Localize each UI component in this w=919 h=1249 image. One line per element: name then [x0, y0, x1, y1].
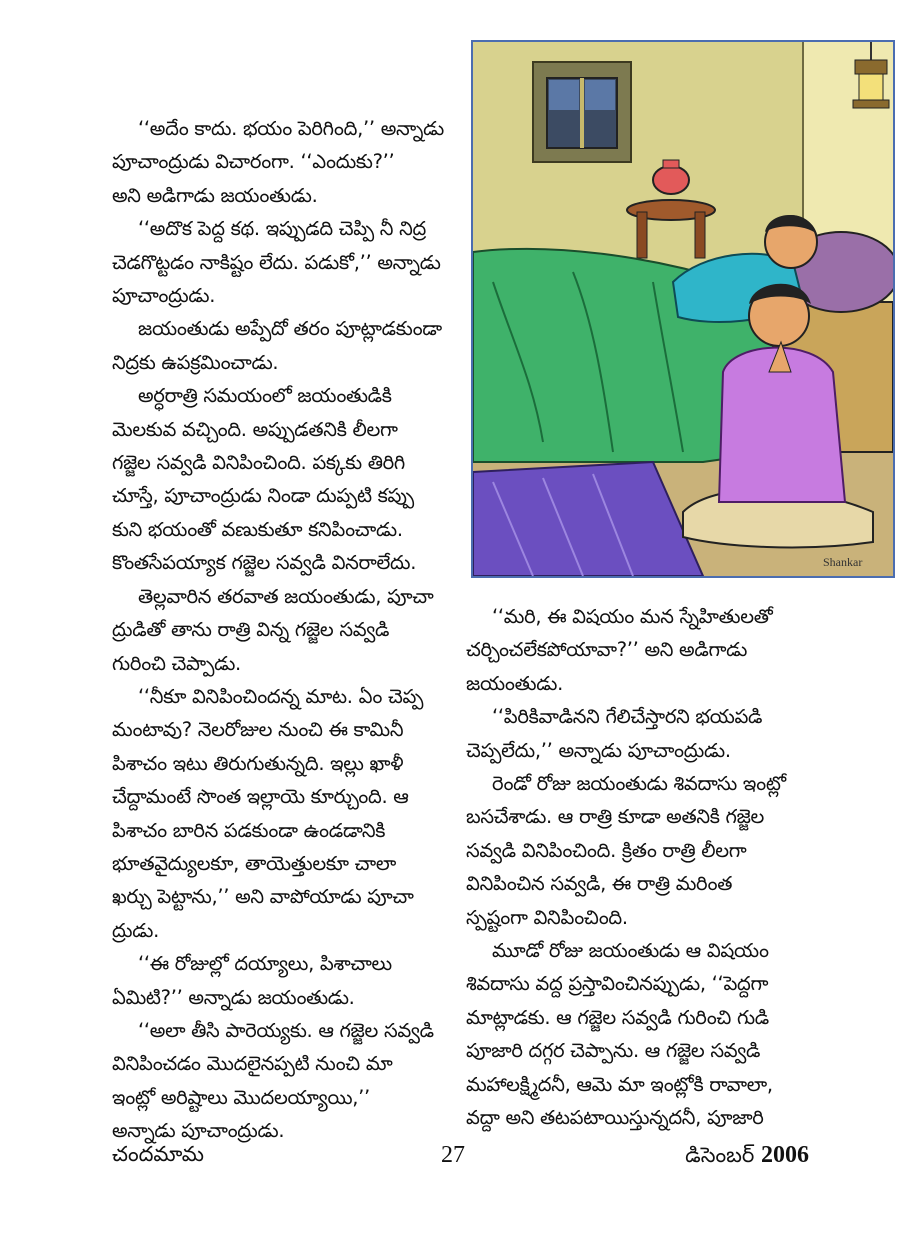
- text-line: రెండో రోజు జయంతుడు శివదాసు ఇంట్లో: [492, 772, 786, 796]
- text-line: అని అడిగాడు జయంతుడు.: [112, 183, 318, 207]
- paragraph: [466, 767, 811, 934]
- text-line: తెల్లవారిన తరవాత జయంతుడు, పూచా: [138, 584, 434, 608]
- text-line: స్పష్టంగా వినిపించింది.: [466, 905, 628, 929]
- text-line: నిద్రకు ఉపక్రమించాడు.: [112, 350, 279, 374]
- text-line: బసచేశాడు. ఆ రాత్రి కూడా అతనికి గజ్జెల: [466, 805, 765, 829]
- text-line: పిశాచం బారిన పడకుండా ఉండడానికి: [112, 818, 386, 842]
- text-line: చూస్తే, పూచాంద్రుడు నిండా దుప్పటి కప్పు: [112, 484, 414, 508]
- paragraph: [112, 312, 452, 379]
- paragraph: [112, 580, 452, 680]
- text-line: పూచాంద్రుడు.: [112, 284, 216, 308]
- text-line: మూడో రోజు జయంతుడు ఆ విషయం: [492, 939, 769, 963]
- text-line: వినిపించడం మొదలైనప్పటి నుంచి మా: [112, 1052, 393, 1076]
- paragraph: [112, 1014, 452, 1148]
- paragraph: [112, 680, 452, 947]
- issue-date: [685, 1142, 809, 1173]
- page-number: 27: [441, 1142, 465, 1168]
- paragraph: [112, 112, 452, 212]
- text-line: సవ్వడి వినిపించింది. క్రితం రాత్రి లీలగా: [466, 838, 747, 862]
- text-line: ద్రుడు.: [112, 918, 159, 942]
- text-line: జయంతుడు అప్పేదో తరం పూట్లాడకుండా: [138, 317, 442, 341]
- text-line: గజ్జెల సవ్వడి వినిపించింది. పక్కకు తిరిగి: [112, 451, 406, 475]
- text-line: ‘‘అదొక పెద్ద కథ. ఇప్పుడది చెప్పి నీ నిద్ర: [138, 217, 426, 241]
- text-line: వినిపించిన సవ్వడి, ఈ రాత్రి మరింత: [466, 872, 733, 896]
- text-line: ఇంట్లో అరిష్టాలు మొదలయ్యాయి,’’: [112, 1085, 370, 1109]
- text-line: ద్రుడితో తాను రాత్రి విన్న గజ్జెల సవ్వడి: [112, 618, 390, 642]
- page-footer: [0, 1142, 919, 1178]
- text-line: ‘‘అదేం కాదు. భయం పెరిగింది,’’ అన్నాడు: [138, 117, 444, 140]
- right-text-column: [466, 600, 811, 1135]
- text-line: పూచాంద్రుడు విచారంగా. ‘‘ఎందుకు?’’: [112, 150, 395, 174]
- text-line: చర్చించలేకపోయావా?’’ అని అడిగాడు: [466, 638, 748, 662]
- text-line: అర్ధరాత్రి సమయంలో జయంతుడికి: [138, 384, 392, 408]
- paragraph: [466, 700, 811, 767]
- text-line: శివదాసు వద్ద ప్రస్తావించినప్పుడు, ‘‘పెద్దగా: [466, 972, 769, 996]
- text-line: చెడగొట్టడం నాకిష్టం లేదు. పడుకో,’’ అన్నాడు: [112, 250, 441, 274]
- story-illustration: [471, 40, 895, 578]
- text-line: మహాలక్ష్మిదనీ, ఆమె మా ఇంట్లోకి రావాలా,: [466, 1072, 773, 1096]
- text-line: పూజారి దగ్గర చెప్పాను. ఆ గజ్జెల సవ్వడి: [466, 1039, 761, 1063]
- text-line: ‘‘పిరికివాడినని గేలిచేస్తారని భయపడి: [492, 705, 763, 729]
- text-line: ‘‘ఈ రోజుల్లో దయ్యాలు, పిశాచాలు: [138, 952, 392, 976]
- paragraph: [466, 934, 811, 1134]
- text-line: చెప్పలేదు,’’ అన్నాడు పూచాంద్రుడు.: [466, 738, 731, 762]
- text-line: ఖర్చు పెట్టాను,’’ అని వాపోయాడు పూచా: [112, 885, 414, 909]
- window: [533, 62, 631, 162]
- issue-year: 2006: [761, 1142, 809, 1168]
- text-line: పిశాచం ఇటు తిరుగుతున్నది. ఇల్లు ఖాళీ: [112, 751, 404, 775]
- issue-month: డిసెంబర్: [685, 1143, 755, 1167]
- text-line: కుని భయంతో వణుకుతూ కనిపించాడు.: [112, 517, 403, 541]
- paragraph: [466, 600, 811, 700]
- text-line: ఏమిటి?’’ అన్నాడు జయంతుడు.: [112, 985, 355, 1009]
- illustration-drawing: [473, 42, 893, 576]
- text-line: వద్దా అని తటపటాయిస్తున్నదనీ, పూజారి: [466, 1106, 764, 1130]
- text-line: చేద్దామంటే సొంత ఇల్లాయె కూర్చుంది. ఆ: [112, 785, 409, 809]
- left-text-column: [112, 112, 452, 1148]
- text-line: మంటావు? నెలరోజుల నుంచి ఈ కామినీ: [112, 718, 404, 742]
- paragraph: [112, 379, 452, 579]
- text-line: ‘‘నీకూ వినిపించిందన్న మాట. ఏం చెప్ప: [138, 684, 424, 708]
- artist-signature: Shankar: [823, 555, 863, 569]
- text-line: అన్నాడు పూచాంద్రుడు.: [112, 1119, 285, 1143]
- text-line: మాట్లాడకు. ఆ గజ్జెల సవ్వడి గురించి గుడి: [466, 1005, 769, 1029]
- text-line: జయంతుడు.: [466, 671, 564, 695]
- paragraph: [112, 212, 452, 312]
- text-line: గురించి చెప్పాడు.: [112, 651, 241, 675]
- text-line: మెలకువ వచ్చింది. అప్పుడతనికి లీలగా: [112, 417, 398, 441]
- text-line: భూతవైద్యులకూ, తాయెత్తులకూ చాలా: [112, 851, 397, 875]
- magazine-name: చందమామ: [112, 1142, 204, 1166]
- text-line: కొంతసేపయ్యాక గజ్జెల సవ్వడి వినరాలేదు.: [112, 551, 417, 575]
- paragraph: [112, 947, 452, 1014]
- text-line: ‘‘మరి, ఈ విషయం మన స్నేహితులతో: [492, 605, 773, 628]
- text-line: ‘‘అలా తీసి పారెయ్యకు. ఆ గజ్జెల సవ్వడి: [138, 1018, 434, 1042]
